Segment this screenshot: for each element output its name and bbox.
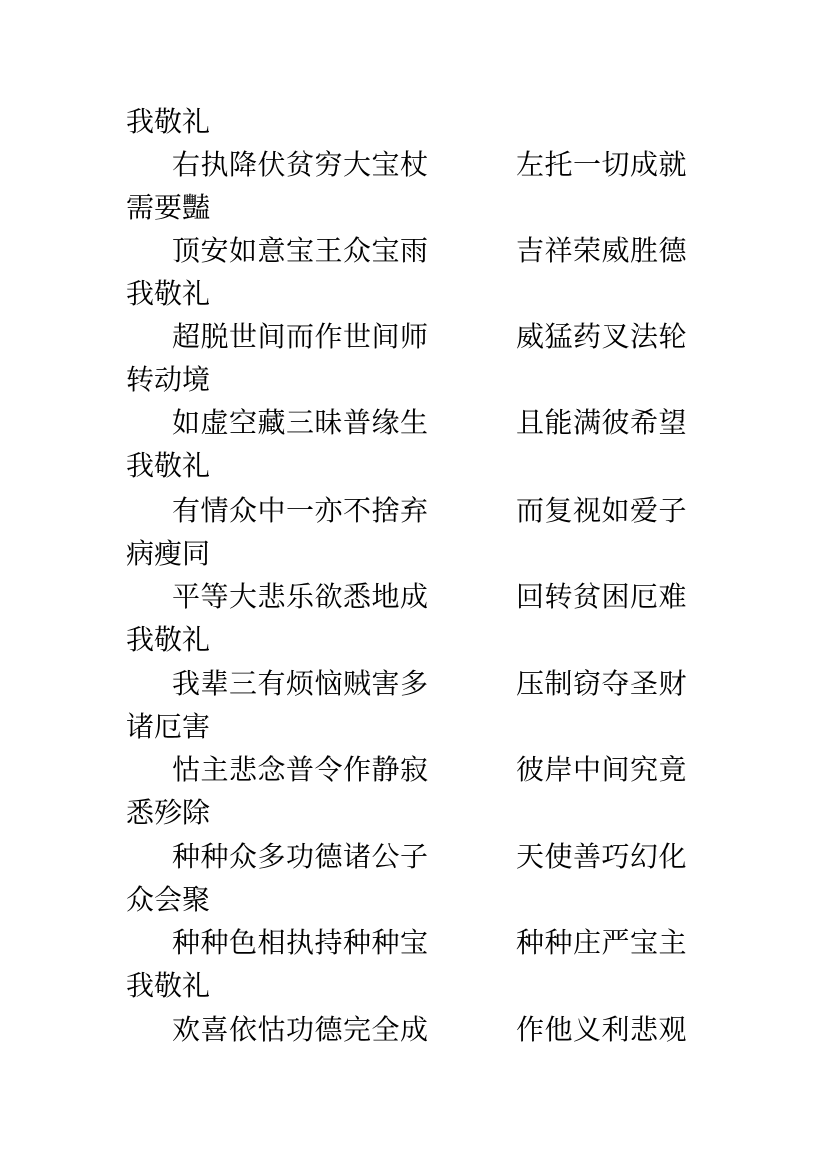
verse-first-half: 超脱世间而作世间师: [172, 320, 429, 353]
verse-continuation-line: [0, 878, 827, 922]
verse-continuation-line: [0, 358, 827, 402]
verse-first-half: 我辈三有烦恼贼害多: [172, 667, 429, 700]
verse-continuation-line: [0, 272, 827, 316]
verse-first-half: 平等大悲乐欲悉地成: [172, 580, 429, 613]
verse-line: [0, 229, 827, 273]
verse-second-half: 种种庄严宝主: [516, 926, 688, 959]
verse-line: [0, 1008, 827, 1052]
verse-second-half: 作他义利悲观: [516, 1013, 688, 1046]
verse-second-half: 天使善巧幻化: [516, 840, 688, 873]
verse-line: [0, 835, 827, 879]
verse-continuation-line: [0, 186, 827, 230]
verse-first-half: 种种色相执持种种宝: [172, 926, 429, 959]
continuation-text: 悉殄除: [126, 796, 211, 829]
verse-second-half: 回转贫困厄难: [516, 580, 688, 613]
verse-first-half: 种种众多功德诸公子: [172, 840, 429, 873]
continuation-text: 病瘦同: [126, 537, 211, 570]
continuation-text: 我敬礼: [126, 277, 211, 310]
verse-continuation-line: [0, 705, 827, 749]
continuation-text: 诸厄害: [126, 710, 211, 743]
verse-first-half: 怙主悲念普令作静寂: [172, 753, 429, 786]
continuation-text: 众会聚: [126, 883, 211, 916]
verse-continuation-line: [0, 618, 827, 662]
verse-line: [0, 401, 827, 445]
verse-first-half: 欢喜依怙功德完全成: [172, 1013, 429, 1046]
verse-line: [0, 575, 827, 619]
verse-second-half: 威猛药叉法轮: [516, 320, 688, 353]
verse-first-half: 如虚空藏三昧普缘生: [172, 406, 429, 439]
verse-line: [0, 489, 827, 533]
verse-line: [0, 143, 827, 187]
continuation-text: 我敬礼: [126, 969, 211, 1002]
verse-line: [0, 921, 827, 965]
verse-line: [0, 662, 827, 706]
verse-second-half: 压制窃夺圣财: [516, 667, 688, 700]
verse-continuation-line: [0, 532, 827, 576]
continuation-text: 我敬礼: [126, 105, 211, 138]
verse-continuation-line: [0, 444, 827, 488]
continuation-text: 我敬礼: [126, 449, 211, 482]
verse-continuation-line: [0, 100, 827, 144]
continuation-text: 我敬礼: [126, 623, 211, 656]
verse-line: [0, 315, 827, 359]
verse-continuation-line: [0, 791, 827, 835]
verse-continuation-line: [0, 964, 827, 1008]
verse-line: [0, 748, 827, 792]
continuation-text: 需要豔: [126, 191, 211, 224]
verse-second-half: 且能满彼希望: [516, 406, 688, 439]
verse-first-half: 右执降伏贫穷大宝杖: [172, 148, 429, 181]
verse-second-half: 彼岸中间究竟: [516, 753, 688, 786]
verse-second-half: 而复视如爱子: [516, 494, 688, 527]
verse-second-half: 左托一切成就: [516, 148, 688, 181]
continuation-text: 转动境: [126, 363, 211, 396]
verse-first-half: 有情众中一亦不捨弃: [172, 494, 429, 527]
verse-second-half: 吉祥荣威胜德: [516, 234, 688, 267]
verse-first-half: 顶安如意宝王众宝雨: [172, 234, 429, 267]
